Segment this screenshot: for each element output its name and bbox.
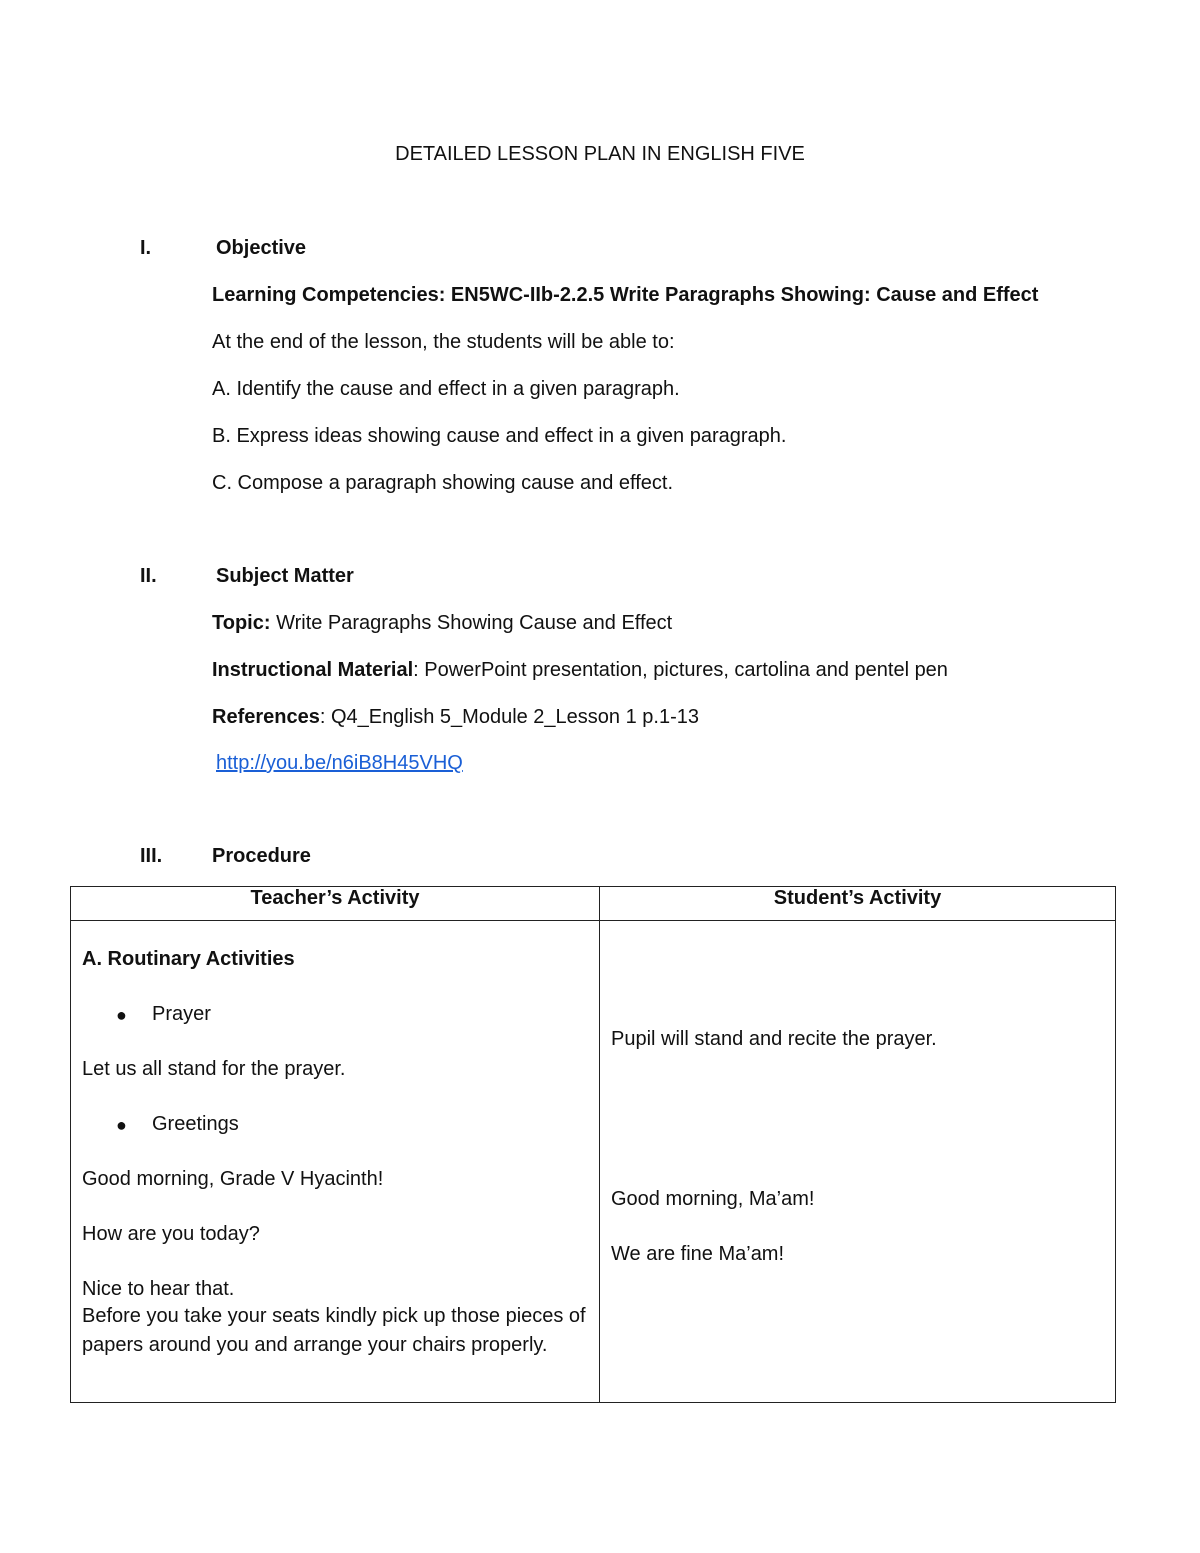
section-numeral-objective: I. bbox=[140, 237, 152, 259]
section-numeral-subject-matter: II. bbox=[140, 565, 157, 587]
teacher-activity-cell bbox=[71, 921, 600, 1403]
objective-item-b: B. Express ideas showing cause and effect in a given paragraph. bbox=[212, 425, 787, 447]
material-label: Instructional Material bbox=[212, 659, 414, 681]
topic-value: Write Paragraphs Showing Cause and Effect bbox=[270, 612, 673, 634]
bullet-greetings: Greetings bbox=[152, 1113, 239, 1135]
section-heading-procedure: Procedure bbox=[212, 845, 311, 867]
student-activity-cell bbox=[600, 921, 1116, 1403]
objective-item-a: A. Identify the cause and effect in a given paragraph. bbox=[212, 378, 680, 400]
material-value: : PowerPoint presentation, pictures, cartolina and pentel pen bbox=[413, 659, 948, 681]
topic-line bbox=[212, 612, 672, 635]
section-heading-objective: Objective bbox=[216, 237, 307, 259]
references-line bbox=[212, 706, 699, 729]
column-header-teacher: Teacher’s Activity bbox=[71, 887, 600, 921]
teacher-line-prayer: Let us all stand for the prayer. bbox=[82, 1058, 346, 1080]
bullet-icon: ● bbox=[116, 1005, 127, 1025]
material-line bbox=[212, 659, 948, 682]
teacher-line-nice: Nice to hear that. bbox=[82, 1278, 235, 1300]
learning-competency: Learning Competencies: EN5WC-IIb-2.2.5 Write Paragraphs Showing: Cause and Effect bbox=[212, 284, 1039, 306]
teacher-line-instructions: Before you take your seats kindly pick up those pieces of papers around you and arrange your chairs properly. bbox=[82, 1305, 586, 1356]
table-row bbox=[71, 921, 1116, 1403]
section-numeral-procedure: III. bbox=[140, 845, 163, 867]
references-value: : Q4_English 5_Module 2_Lesson 1 p.1-13 bbox=[319, 706, 699, 728]
student-line-greeting: Good morning, Ma’am! bbox=[611, 1188, 815, 1210]
teacher-line-greeting: Good morning, Grade V Hyacinth! bbox=[82, 1168, 384, 1190]
procedure-table bbox=[70, 886, 1116, 1403]
document-title: DETAILED LESSON PLAN IN ENGLISH FIVE bbox=[395, 143, 805, 165]
topic-label: Topic: bbox=[212, 612, 271, 634]
routinary-activities-heading: A. Routinary Activities bbox=[82, 948, 295, 970]
student-line-fine: We are fine Ma’am! bbox=[611, 1243, 785, 1265]
table-header-row bbox=[71, 887, 1116, 921]
bullet-icon: ● bbox=[116, 1115, 127, 1135]
reference-link[interactable]: http://you.be/n6iB8H45VHQ bbox=[216, 752, 463, 774]
section-heading-subject-matter: Subject Matter bbox=[216, 565, 354, 587]
references-label: References bbox=[212, 706, 320, 728]
column-header-student: Student’s Activity bbox=[600, 887, 1116, 921]
bullet-prayer: Prayer bbox=[152, 1003, 211, 1025]
teacher-line-question: How are you today? bbox=[82, 1223, 260, 1245]
objective-intro: At the end of the lesson, the students will be able to: bbox=[212, 331, 675, 353]
student-line-prayer: Pupil will stand and recite the prayer. bbox=[611, 1028, 937, 1050]
objective-item-c: C. Compose a paragraph showing cause and effect. bbox=[212, 472, 674, 494]
